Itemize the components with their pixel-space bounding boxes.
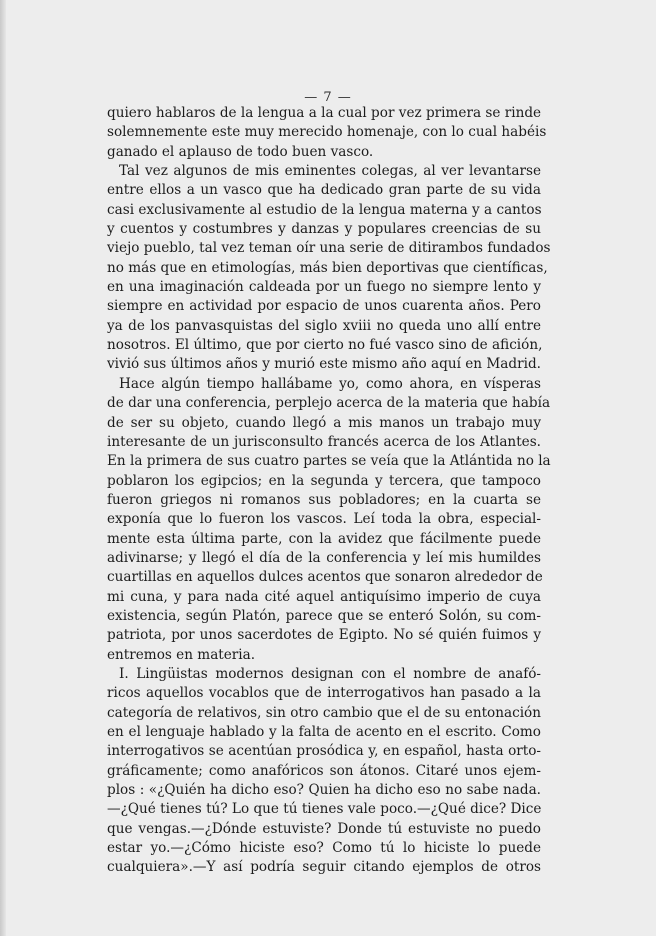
text-line: patriota, por unos sacerdotes de Egipto. No sé quién fuimos y <box>107 627 541 644</box>
text-line: Hace algún tiempo hallábame yo, como ahora, en vísperas <box>119 375 541 392</box>
text-line: existencia, según Platón, parece que se enteró Solón, su com- <box>107 607 541 624</box>
text-line: quiero hablaros de la lengua a la cual por vez primera se rinde <box>107 105 542 121</box>
text-line: viejo pueblo, tal vez teman oír una serie de ditirambos fundados <box>107 240 551 257</box>
text-line: gráficamente; como anafóricos son átonos. Citaré unos ejem- <box>107 762 541 779</box>
text-line: y cuentos y costumbres y danzas y populares creencias de su <box>107 221 541 238</box>
text-line: siempre en actividad por espacio de unos cuarenta años. Pero <box>107 298 541 315</box>
text-line: ya de los panvasquistas del siglo xviii no queda uno allí entre <box>107 317 541 334</box>
text-line: en el lenguaje hablado y la falta de acento en el escrito. Como <box>107 724 541 740</box>
text-line: solemnemente este muy merecido homenaje, con lo cual habéis <box>107 124 547 141</box>
page-number: — 7 — <box>304 90 352 105</box>
text-line: cuartillas en aquellos dulces acentos que sonaron alrededor de <box>107 569 543 586</box>
text-line: entremos en materia. <box>107 646 256 663</box>
text-line: I. Lingüistas modernos designan con el nombre de anafó- <box>119 665 541 682</box>
text-line: vivió sus últimos años y murió este mismo año aquí en Madrid. <box>107 356 541 373</box>
text-line: cualquiera».—Y así podría seguir citando ejemplos de otros <box>107 859 541 876</box>
text-line: poblaron los egipcios; en la segunda y tercera, que tampoco <box>107 472 541 489</box>
text-line: ganado el aplauso de todo buen vasco. <box>107 143 374 160</box>
text-line: interrogativos se acentúan prosódica y, en español, hasta orto- <box>107 743 541 760</box>
text-line: de ser su objeto, cuando llegó a mis manos un trabajo muy <box>107 414 541 431</box>
text-line: categoría de relativos, sin otro cambio que el de su entonación <box>107 704 541 721</box>
text-line: casi exclusivamente al estudio de la lengua materna y a cantos <box>107 201 542 218</box>
text-line: mi cuna, y para nada cité aquel antiquísimo imperio de cuya <box>107 588 541 605</box>
text-line: en una imaginación caldeada por un fuego no siempre lento y <box>107 279 541 296</box>
text-line: nosotros. El último, que por cierto no fué vasco sino de afición, <box>107 337 543 354</box>
text-line: adivinarse; y llegó el día de la conferencia y leí mis humildes <box>107 549 541 566</box>
text-line: exponía que lo fueron los vascos. Leí toda la obra, especial- <box>107 511 541 528</box>
text-line: mente esta última parte, con la avidez que fácilmente puede <box>107 530 541 547</box>
text-line: estar yo.—¿Cómo hiciste eso? Como tú lo hiciste lo puede <box>107 840 541 857</box>
text-line: —¿Qué tienes tú? Lo que tú tienes vale poco.—¿Qué dice? Dice <box>107 801 542 818</box>
text-line: interesante de un jurisconsulto francés acerca de los Atlantes. <box>107 433 541 450</box>
text-line: En la primera de sus cuatro partes se veía que la Atlántida no la <box>107 453 551 470</box>
text-line: plos : «¿Quién ha dicho eso? Quien ha dicho eso no sabe nada. <box>107 782 541 799</box>
text-line: que vengas.—¿Dónde estuviste? Donde tú estuviste no puedo <box>107 820 541 837</box>
text-line: entre ellos a un vasco que ha dedicado gran parte de su vida <box>107 182 541 199</box>
text-line: Tal vez algunos de mis eminentes colegas, al ver levantarse <box>119 163 541 180</box>
text-line: fueron griegos ni romanos sus pobladores; en la cuarta se <box>107 491 541 508</box>
text-line: ricos aquellos vocablos que de interrogativos han pasado a la <box>107 685 541 702</box>
text-line: de dar una conferencia, perplejo acerca de la materia que había <box>107 395 551 412</box>
page-binding-edge <box>0 0 6 936</box>
body-text <box>107 104 551 878</box>
text-line: no más que en etimologías, más bien deportivas que científicas, <box>107 259 548 276</box>
